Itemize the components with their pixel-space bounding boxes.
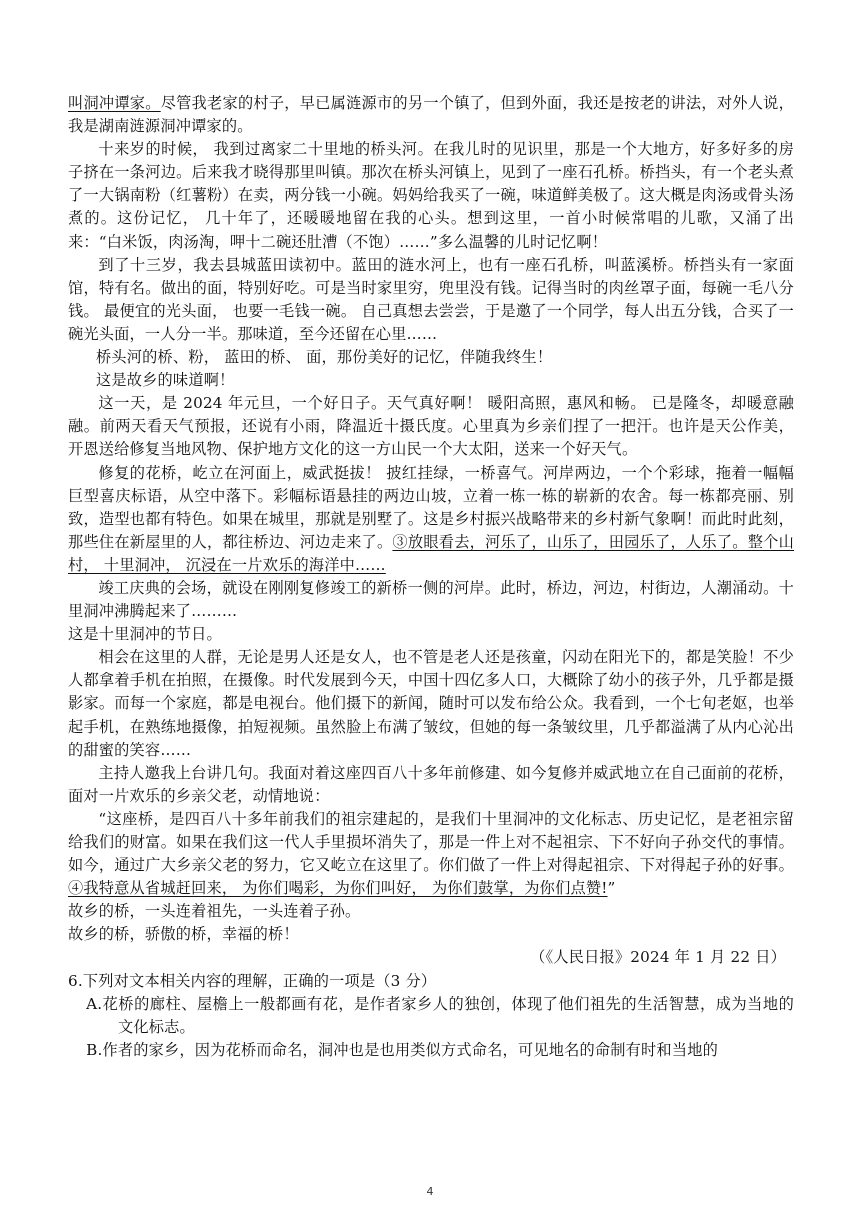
- paragraph-13: 故乡的桥，一头连着祖先，一头连着子孙。: [68, 902, 361, 921]
- paragraph-12-speech: [68, 808, 794, 900]
- closing-quote: ”: [607, 879, 616, 898]
- document-page: [68, 92, 794, 1062]
- underlined-phrase: 叫洞冲谭家。: [68, 94, 161, 112]
- paragraph-7: [68, 462, 794, 577]
- question-6-option-b: B.作者的家乡，因为花桥而命名，洞冲也是也用类似方式命名，可见地名的命制有时和当地的: [86, 1040, 718, 1059]
- paragraph-11: 主持人邀我上台讲几句。我面对着这座四百八十多年前修建、如今复修并威武地立在自己面前的花桥，面对一片欢乐的乡亲父老，动情地说：: [68, 763, 794, 805]
- paragraph-2: 十来岁的时候， 我到过离家二十里地的桥头河。在我儿时的见识里，那是一个大地方，好多好多的房子挤在一条河边。后来我才晓得那里叫镇。那次在桥头河镇上，见到了一座石孔桥。桥挡头，有一个老头煮了一大锅南粉（红薯粉）在卖，两分钱一小碗。妈妈给我买了一碗，味道鲜美极了。这大概是肉汤或骨头汤煮的。这份记忆， 几十年了，还暖暖地留在我的心头。想到这里，一首小时候常唱的儿歌，又涌了出来：“白米饭，肉汤淘，呷十二碗还肚漕（不饱）……”多么温馨的儿时记忆啊！: [68, 140, 794, 251]
- paragraph-6: 这一天，是 2024 年元旦，一个好日子。天气真好啊！ 暖阳高照，惠风和畅。 已是隆冬，却暖意融融。前两天看天气预报，还说有小雨，降温近十摄氏度。心里真为乡亲们捏了一把汗。也许是天公作美， 开恩送给修复当地风物、保护地方文化的这一方山民一个大太阳，送来一个好天气。: [68, 394, 794, 459]
- source-citation: （《人民日报》2024 年 1 月 22 日）: [530, 948, 786, 967]
- paragraph-9: 这是十里洞冲的节日。: [68, 625, 222, 644]
- paragraph-5: 这是故乡的味道啊！: [96, 371, 235, 390]
- paragraph-text: “这座桥，是四百八十多年前我们的祖宗建起的，是我们十里洞冲的文化标志、历史记忆，是老祖宗留给我们的财富。如果在我们这一代人手里损坏消失了，那是一件上对不起祖宗、下不好向子孙交代的事情。如今，通过广大乡亲父老的努力，它又屹立在这里了。你们做了一件上对得起祖宗、下对得起子孙的好事。: [68, 809, 794, 875]
- paragraph-4: 桥头河的桥、粉， 蓝田的桥、 面，那份美好的记忆，伴随我终生！: [96, 348, 553, 367]
- underlined-sentence-3: ③放眼看去，河乐了，山乐了，田园乐了，人乐了。整个山村， 十里洞冲， 沉浸在一片欢乐的海洋中……: [68, 532, 795, 574]
- paragraph-3: 到了十三岁，我去县城蓝田读初中。蓝田的涟水河上，也有一座石孔桥，叫蓝溪桥。桥挡头有一家面馆，特有名。做出的面，特别好吃。可是当时家里穷，兜里没有钱。记得当时的肉丝罩子面，每碗一毛八分钱。 最便宜的光头面， 也要一毛钱一碗。 自己真想去尝尝，于是邀了一个同学，每人出五分钱，合买了一碗光头面，一人分一半。那味道，至今还留在心里……: [68, 255, 794, 343]
- page-number: 4: [426, 1185, 434, 1198]
- paragraph-text: 尽管我老家的村子，早已属涟源市的另一个镇了，但到外面，我还是按老的讲法，对外人说，我是湖南涟源洞冲谭家的。: [68, 94, 795, 136]
- paragraph-10: 相会在这里的人群，无论是男人还是女人，也不管是老人还是孩童，闪动在阳光下的，都是笑脸！不少人都拿着手机在拍照，在摄像。时代发展到今天，中国十四亿多人口，大概除了幼小的孩子外，几乎都是摄影家。而每一个家庭，都是电视台。他们摄下的新闻，随时可以发布给公众。我看到，一个七旬老妪，也举起手机，在熟练地摄像，拍短视频。虽然脸上布满了皱纹，但她的每一条皱纹里，几乎都溢满了从内心沁出的甜蜜的笑容……: [68, 648, 794, 759]
- paragraph-1: [68, 92, 794, 138]
- paragraph-text: 修复的花桥，屹立在河面上，威武挺拔！ 披红挂绿，一桥喜气。河岸两边，一个个彩球，拖着一幅幅巨型喜庆标语，从空中落下。彩幅标语悬挂的两边山坡，立着一栋一栋的崭新的农舍。每一栋都亮丽、别致，造型也都有特色。如果在城里，那就是别墅了。这是乡村振兴战略带来的乡村新气象啊！而此时此刻，那些住在新屋里的人，都往桥边、河边走来了。: [68, 463, 794, 551]
- paragraph-8: 竣工庆典的会场，就设在刚刚复修竣工的新桥一侧的河岸。此时，桥边，河边，村街边，人潮涌动。十里洞冲沸腾起来了………: [68, 578, 794, 621]
- question-6-stem: 6.下列对文本相关内容的理解，正确的一项是（3 分）: [68, 971, 437, 990]
- question-6-option-a: A.花桥的廊柱、屋檐上一般都画有花，是作者家乡人的独创，体现了他们祖先的生活智慧，成为当地的文化标志。: [86, 994, 794, 1036]
- underlined-sentence-4: ④我特意从省城赶回来， 为你们喝彩，为你们叫好， 为你们鼓掌，为你们点赞!: [68, 879, 608, 898]
- paragraph-14: 故乡的桥，骄傲的桥，幸福的桥！: [68, 925, 299, 944]
